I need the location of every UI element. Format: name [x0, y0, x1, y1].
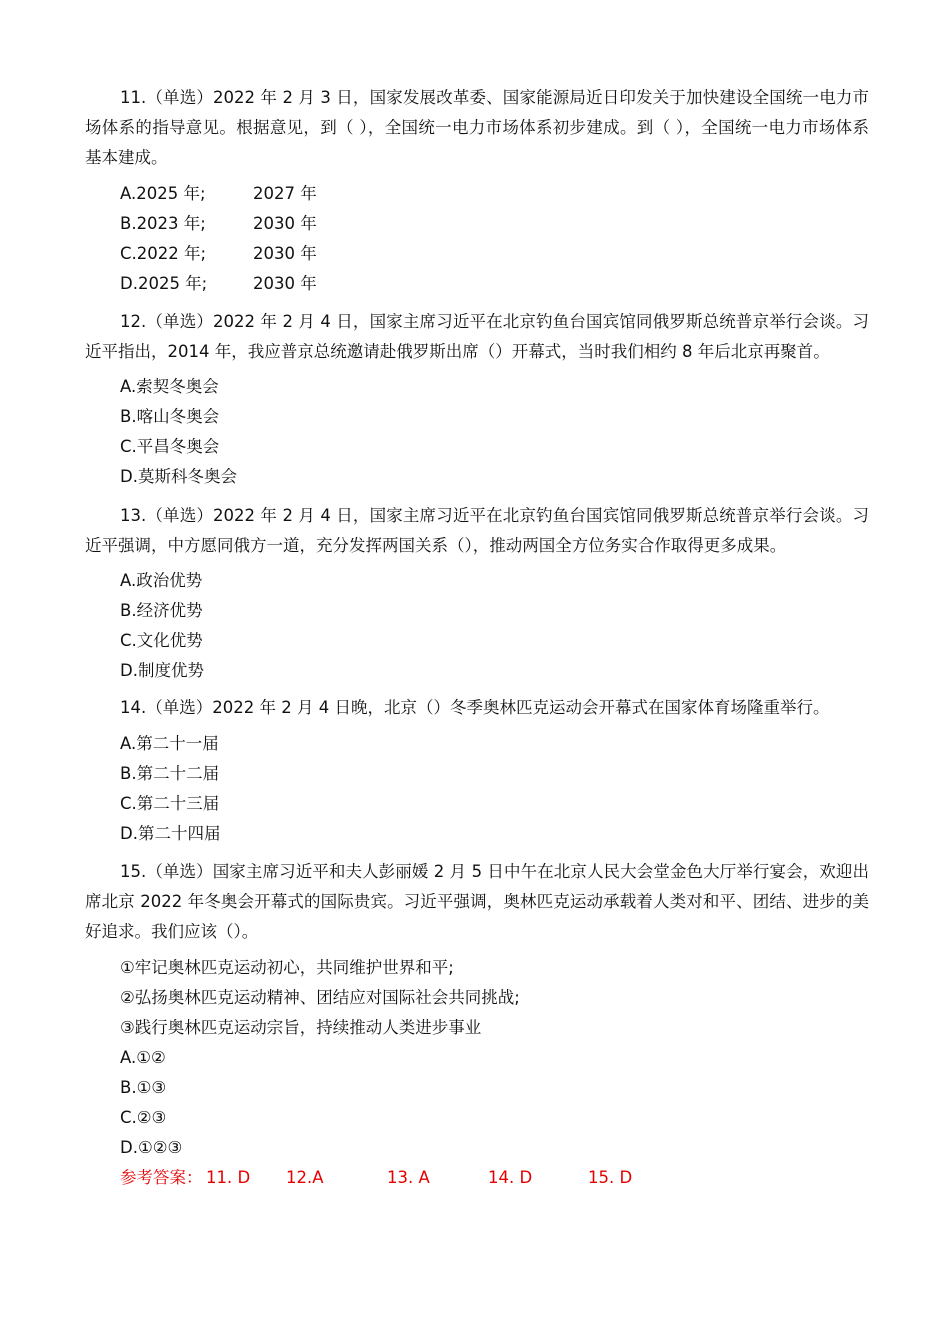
option-d — [120, 269, 317, 299]
question-14 — [85, 693, 869, 723]
statement-3: ③践行奥林匹克运动宗旨，持续推动人类进步事业 — [120, 1018, 482, 1037]
option-d-label: D.2025 年; — [120, 274, 208, 293]
option-c: C.第二十三届 — [120, 794, 220, 813]
question-stem: 14.（单选）2022 年 2 月 4 日晚，北京（）冬季奥林匹克运动会开幕式在国家体育场隆重举行。 — [120, 698, 830, 717]
question-15 — [85, 857, 869, 947]
option-a-label: A.2025 年; — [120, 184, 206, 203]
answer-key-label: 参考答案： — [120, 1168, 203, 1187]
answer-14: 14. D — [488, 1168, 533, 1187]
option-b-value: 2030 年 — [253, 214, 317, 233]
question-13-options — [120, 566, 204, 686]
option-a: A.索契冬奥会 — [120, 377, 219, 396]
question-14-options — [120, 729, 220, 849]
option-a-value: 2027 年 — [253, 184, 317, 203]
option-c — [120, 239, 317, 269]
option-b: B.①③ — [120, 1078, 167, 1097]
question-stem: 13.（单选）2022 年 2 月 4 日，国家主席习近平在北京钓鱼台国宾馆同俄罗斯总统普京举行会谈。习近平强调，中方愿同俄方一道，充分发挥两国关系（），推动两国全方位务实合作取得更多成果。 — [85, 506, 869, 555]
option-b-label: B.2023 年; — [120, 214, 206, 233]
option-c: C.平昌冬奥会 — [120, 437, 220, 456]
answer-12: 12.A — [286, 1168, 324, 1187]
option-d-value: 2030 年 — [253, 274, 317, 293]
question-12-options — [120, 372, 237, 492]
option-d: D.莫斯科冬奥会 — [120, 467, 237, 486]
option-b: B.经济优势 — [120, 601, 203, 620]
answer-15: 15. D — [588, 1168, 633, 1187]
question-stem: 11.（单选）2022 年 2 月 3 日，国家发展改革委、国家能源局近日印发关于加快建设全国统一电力市场体系的指导意见。根据意见，到（ ），全国统一电力市场体系初步建成。到（ ），全国统一电力市场体系基本建成。 — [85, 88, 869, 167]
question-13 — [85, 501, 869, 561]
statement-2: ②弘扬奥林匹克运动精神、团结应对国际社会共同挑战; — [120, 988, 520, 1007]
option-b — [120, 209, 317, 239]
option-a: A.①② — [120, 1048, 166, 1067]
question-stem: 12.（单选）2022 年 2 月 4 日，国家主席习近平在北京钓鱼台国宾馆同俄罗斯总统普京举行会谈。习近平指出，2014 年，我应普京总统邀请赴俄罗斯出席（）开幕式，当时我们相约 8 年后北京再聚首。 — [85, 312, 869, 361]
option-c-label: C.2022 年; — [120, 244, 207, 263]
option-b: B.喀山冬奥会 — [120, 407, 220, 426]
option-b: B.第二十二届 — [120, 764, 220, 783]
option-d: D.①②③ — [120, 1138, 183, 1157]
question-11-options — [120, 179, 317, 299]
option-d: D.第二十四届 — [120, 824, 221, 843]
question-11 — [85, 83, 869, 173]
question-15-statements — [120, 953, 520, 1163]
option-c: C.文化优势 — [120, 631, 203, 650]
option-a: A.第二十一届 — [120, 734, 219, 753]
option-d: D.制度优势 — [120, 661, 204, 680]
option-a — [120, 179, 317, 209]
option-c-value: 2030 年 — [253, 244, 317, 263]
question-12 — [85, 307, 869, 367]
option-a: A.政治优势 — [120, 571, 203, 590]
answer-11: 11. D — [206, 1168, 251, 1187]
option-c: C.②③ — [120, 1108, 167, 1127]
question-stem: 15.（单选）国家主席习近平和夫人彭丽媛 2 月 5 日中午在北京人民大会堂金色大厅举行宴会，欢迎出席北京 2022 年冬奥会开幕式的国际贵宾。习近平强调，奥林匹克运动承载着人类对和平、团结、进步的美好追求。我们应该（）。 — [85, 862, 869, 941]
statement-1: ①牢记奥林匹克运动初心，共同维护世界和平; — [120, 958, 454, 977]
answer-13: 13. A — [387, 1168, 430, 1187]
